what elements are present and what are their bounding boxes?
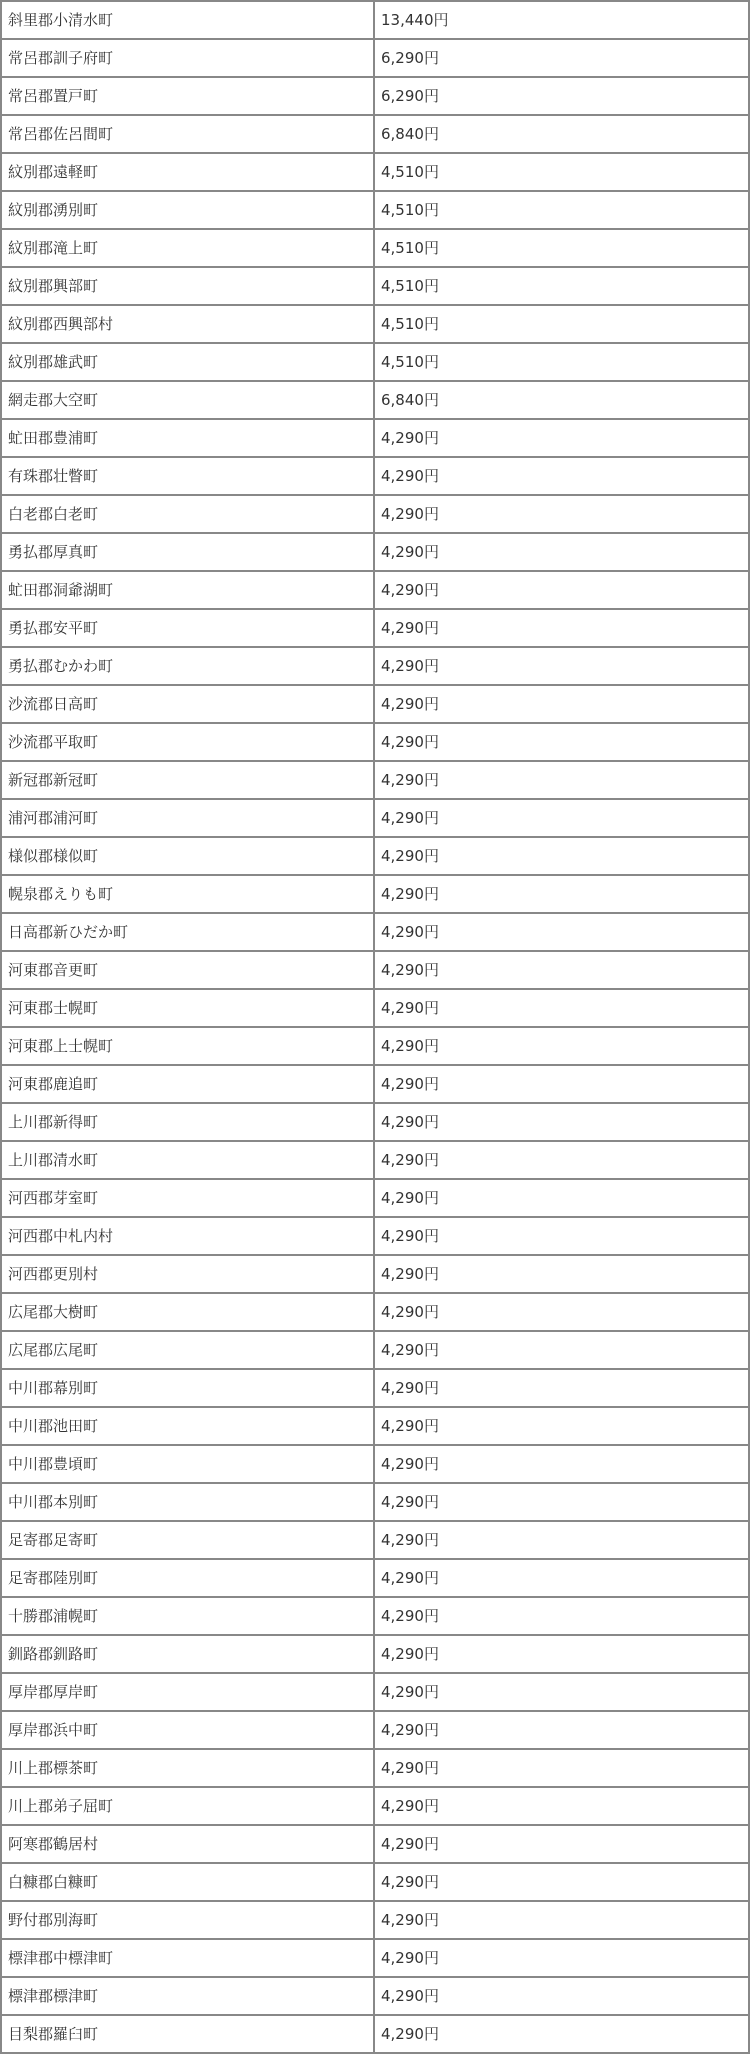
table-row <box>2 1902 750 1940</box>
table-row <box>2 1864 750 1902</box>
price-cell: 4,290円 <box>375 952 750 990</box>
table-row <box>2 1446 750 1484</box>
region-cell: 新冠郡新冠町 <box>2 762 375 800</box>
price-cell: 4,510円 <box>375 154 750 192</box>
region-cell: 上川郡新得町 <box>2 1104 375 1142</box>
region-cell: 沙流郡平取町 <box>2 724 375 762</box>
table-row <box>2 1522 750 1560</box>
region-cell: 紋別郡興部町 <box>2 268 375 306</box>
region-cell: 厚岸郡厚岸町 <box>2 1674 375 1712</box>
region-cell: 河西郡更別村 <box>2 1256 375 1294</box>
table-row <box>2 1066 750 1104</box>
price-cell: 6,290円 <box>375 40 750 78</box>
price-cell: 4,290円 <box>375 1560 750 1598</box>
table-row <box>2 344 750 382</box>
price-cell: 4,290円 <box>375 1218 750 1256</box>
region-cell: 足寄郡足寄町 <box>2 1522 375 1560</box>
table-row <box>2 724 750 762</box>
table-row <box>2 572 750 610</box>
price-cell: 4,290円 <box>375 838 750 876</box>
region-cell: 浦河郡浦河町 <box>2 800 375 838</box>
table-row <box>2 1750 750 1788</box>
price-cell: 6,840円 <box>375 382 750 420</box>
table-row <box>2 876 750 914</box>
region-cell: 河東郡士幌町 <box>2 990 375 1028</box>
table-row <box>2 382 750 420</box>
region-cell: 斜里郡小清水町 <box>2 2 375 40</box>
table-row <box>2 1408 750 1446</box>
price-cell: 4,290円 <box>375 1180 750 1218</box>
table-row <box>2 1598 750 1636</box>
price-cell: 4,290円 <box>375 1446 750 1484</box>
region-cell: 厚岸郡浜中町 <box>2 1712 375 1750</box>
region-cell: 野付郡別海町 <box>2 1902 375 1940</box>
table-row <box>2 192 750 230</box>
price-cell: 4,290円 <box>375 496 750 534</box>
price-cell: 4,290円 <box>375 572 750 610</box>
price-cell: 4,290円 <box>375 1142 750 1180</box>
region-cell: 常呂郡置戸町 <box>2 78 375 116</box>
price-cell: 4,510円 <box>375 306 750 344</box>
price-cell: 4,290円 <box>375 724 750 762</box>
table-row <box>2 686 750 724</box>
region-cell: 河東郡音更町 <box>2 952 375 990</box>
price-cell: 4,290円 <box>375 876 750 914</box>
region-cell: 紋別郡滝上町 <box>2 230 375 268</box>
table-row <box>2 230 750 268</box>
price-cell: 4,290円 <box>375 534 750 572</box>
price-cell: 13,440円 <box>375 2 750 40</box>
price-cell: 4,290円 <box>375 420 750 458</box>
price-cell: 4,290円 <box>375 914 750 952</box>
table-row <box>2 1978 750 2016</box>
table-row <box>2 1104 750 1142</box>
price-cell: 4,290円 <box>375 1332 750 1370</box>
table-row <box>2 648 750 686</box>
price-cell: 4,290円 <box>375 1788 750 1826</box>
region-cell: 広尾郡広尾町 <box>2 1332 375 1370</box>
table-row <box>2 116 750 154</box>
region-cell: 川上郡標茶町 <box>2 1750 375 1788</box>
price-cell: 4,510円 <box>375 344 750 382</box>
region-cell: 標津郡中標津町 <box>2 1940 375 1978</box>
price-cell: 4,290円 <box>375 686 750 724</box>
table-row <box>2 534 750 572</box>
price-cell: 6,840円 <box>375 116 750 154</box>
table-row <box>2 610 750 648</box>
region-cell: 河東郡鹿追町 <box>2 1066 375 1104</box>
table-row <box>2 78 750 116</box>
region-cell: 上川郡清水町 <box>2 1142 375 1180</box>
region-cell: 川上郡弟子屈町 <box>2 1788 375 1826</box>
region-cell: 標津郡標津町 <box>2 1978 375 2016</box>
table-row <box>2 1712 750 1750</box>
region-cell: 紋別郡遠軽町 <box>2 154 375 192</box>
region-cell: 沙流郡日高町 <box>2 686 375 724</box>
price-cell: 4,290円 <box>375 1750 750 1788</box>
price-cell: 4,290円 <box>375 1104 750 1142</box>
table-row <box>2 1674 750 1712</box>
price-cell: 4,290円 <box>375 648 750 686</box>
region-cell: 中川郡幕別町 <box>2 1370 375 1408</box>
region-cell: 紋別郡西興部村 <box>2 306 375 344</box>
price-cell: 4,290円 <box>375 1028 750 1066</box>
table-row <box>2 306 750 344</box>
price-cell: 4,290円 <box>375 1522 750 1560</box>
region-cell: 目梨郡羅臼町 <box>2 2016 375 2054</box>
region-cell: 虻田郡豊浦町 <box>2 420 375 458</box>
table-row <box>2 1256 750 1294</box>
table-row <box>2 1370 750 1408</box>
price-cell: 4,290円 <box>375 762 750 800</box>
region-cell: 十勝郡浦幌町 <box>2 1598 375 1636</box>
price-cell: 4,290円 <box>375 1864 750 1902</box>
region-cell: 勇払郡むかわ町 <box>2 648 375 686</box>
price-cell: 4,290円 <box>375 1826 750 1864</box>
region-cell: 紋別郡雄武町 <box>2 344 375 382</box>
table-row <box>2 952 750 990</box>
table-row <box>2 40 750 78</box>
table-row <box>2 420 750 458</box>
region-cell: 中川郡池田町 <box>2 1408 375 1446</box>
table-row <box>2 154 750 192</box>
table-row <box>2 800 750 838</box>
table-row <box>2 1332 750 1370</box>
price-cell: 4,290円 <box>375 1712 750 1750</box>
price-cell: 4,290円 <box>375 990 750 1028</box>
region-cell: 有珠郡壮瞥町 <box>2 458 375 496</box>
table-row <box>2 2 750 40</box>
region-cell: 阿寒郡鶴居村 <box>2 1826 375 1864</box>
table-row <box>2 1560 750 1598</box>
table-row <box>2 1484 750 1522</box>
price-cell: 4,290円 <box>375 610 750 648</box>
region-cell: 広尾郡大樹町 <box>2 1294 375 1332</box>
price-cell: 4,510円 <box>375 230 750 268</box>
table-row <box>2 458 750 496</box>
price-cell: 4,290円 <box>375 458 750 496</box>
table-row <box>2 1218 750 1256</box>
price-cell: 6,290円 <box>375 78 750 116</box>
table-row <box>2 268 750 306</box>
region-cell: 常呂郡訓子府町 <box>2 40 375 78</box>
price-cell: 4,290円 <box>375 1408 750 1446</box>
table-row <box>2 1028 750 1066</box>
price-cell: 4,290円 <box>375 1940 750 1978</box>
region-cell: 河西郡中札内村 <box>2 1218 375 1256</box>
region-cell: 勇払郡安平町 <box>2 610 375 648</box>
table-row <box>2 1142 750 1180</box>
price-cell: 4,510円 <box>375 192 750 230</box>
table-row <box>2 1294 750 1332</box>
region-cell: 常呂郡佐呂間町 <box>2 116 375 154</box>
region-cell: 虻田郡洞爺湖町 <box>2 572 375 610</box>
price-cell: 4,290円 <box>375 1370 750 1408</box>
region-cell: 白老郡白老町 <box>2 496 375 534</box>
price-cell: 4,510円 <box>375 268 750 306</box>
region-cell: 白糠郡白糠町 <box>2 1864 375 1902</box>
region-cell: 網走郡大空町 <box>2 382 375 420</box>
table-row <box>2 2016 750 2054</box>
price-cell: 4,290円 <box>375 2016 750 2054</box>
price-cell: 4,290円 <box>375 1902 750 1940</box>
table-body <box>2 2 750 2054</box>
price-cell: 4,290円 <box>375 1484 750 1522</box>
table-row <box>2 914 750 952</box>
price-cell: 4,290円 <box>375 1978 750 2016</box>
table-row <box>2 1826 750 1864</box>
region-cell: 幌泉郡えりも町 <box>2 876 375 914</box>
region-cell: 足寄郡陸別町 <box>2 1560 375 1598</box>
price-cell: 4,290円 <box>375 1674 750 1712</box>
region-cell: 紋別郡湧別町 <box>2 192 375 230</box>
table-row <box>2 496 750 534</box>
table-row <box>2 762 750 800</box>
region-cell: 河西郡芽室町 <box>2 1180 375 1218</box>
region-cell: 日高郡新ひだか町 <box>2 914 375 952</box>
region-cell: 河東郡上士幌町 <box>2 1028 375 1066</box>
table-row <box>2 1180 750 1218</box>
price-cell: 4,290円 <box>375 1294 750 1332</box>
table-row <box>2 990 750 1028</box>
table-row <box>2 1940 750 1978</box>
region-cell: 釧路郡釧路町 <box>2 1636 375 1674</box>
table-row <box>2 1636 750 1674</box>
region-cell: 中川郡豊頃町 <box>2 1446 375 1484</box>
table-row <box>2 1788 750 1826</box>
region-cell: 勇払郡厚真町 <box>2 534 375 572</box>
price-cell: 4,290円 <box>375 1256 750 1294</box>
region-cell: 中川郡本別町 <box>2 1484 375 1522</box>
price-cell: 4,290円 <box>375 1598 750 1636</box>
price-cell: 4,290円 <box>375 800 750 838</box>
price-cell: 4,290円 <box>375 1636 750 1674</box>
table-row <box>2 838 750 876</box>
price-cell: 4,290円 <box>375 1066 750 1104</box>
region-cell: 様似郡様似町 <box>2 838 375 876</box>
